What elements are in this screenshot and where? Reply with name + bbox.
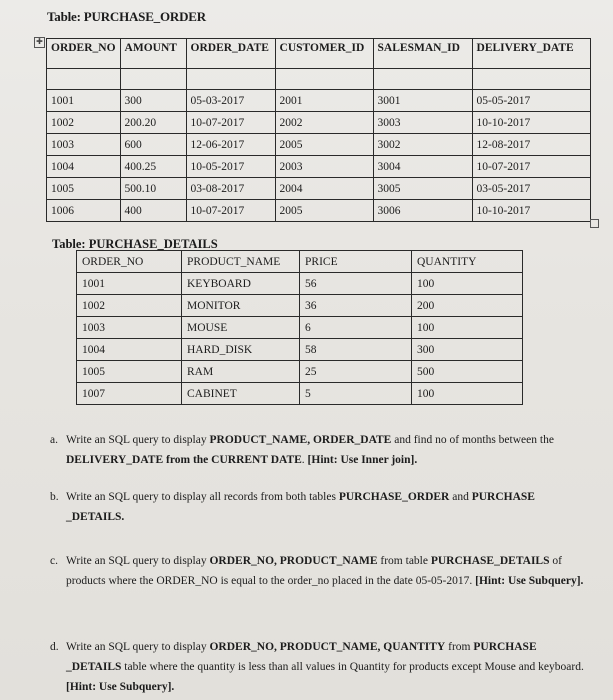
table-cell: 05-05-2017 — [472, 90, 590, 112]
table-row — [77, 383, 523, 405]
column-header: PRODUCT_NAME — [182, 251, 300, 273]
question-hint: [Hint: Use Subquery]. — [475, 575, 584, 587]
question-text-part: of products where the ORDER_NO is equal to the order_no placed in the date 05-05-2017. — [66, 555, 562, 587]
question-bold-part: PURCHASE_ORDER — [338, 491, 450, 503]
table-resize-handle-icon[interactable] — [590, 219, 599, 228]
table-cell: 05-03-2017 — [186, 90, 275, 112]
purchase-order-table — [46, 38, 591, 222]
table-row — [47, 112, 591, 134]
table-header-row — [77, 251, 523, 273]
column-header: SALESMAN_ID — [373, 39, 472, 69]
table-row — [77, 295, 523, 317]
table-cell: 10-10-2017 — [472, 112, 590, 134]
table-cell: HARD_DISK — [182, 339, 300, 361]
table-cell: 3004 — [373, 156, 472, 178]
table-cell: 2004 — [275, 178, 373, 200]
table-cell: MONITOR — [182, 295, 300, 317]
purchase-details-table-title: Table: PURCHASE_DETAILS — [52, 237, 218, 251]
table-cell: 500.10 — [120, 178, 186, 200]
table-cell: 1002 — [47, 112, 121, 134]
table-cell: 1007 — [77, 383, 182, 405]
question-bold-part: ORDER_NO, PRODUCT_NAME — [209, 555, 378, 567]
column-header: ORDER_NO — [77, 251, 182, 273]
question-label: d. — [50, 641, 59, 653]
table-row — [47, 90, 591, 112]
table-cell: 10-07-2017 — [472, 156, 590, 178]
table-row — [47, 178, 591, 200]
table-row — [47, 200, 591, 222]
table-cell: 100 — [412, 273, 523, 295]
question-text-part: and — [449, 491, 472, 503]
table-cell: 1001 — [77, 273, 182, 295]
question-bold-part: PURCHASE _DETAILS. — [66, 491, 535, 523]
question-hint: [Hint: Use Inner join]. — [307, 454, 418, 466]
table-cell: 2003 — [275, 156, 373, 178]
table-cell: 400.25 — [120, 156, 186, 178]
question-text-part: from table — [377, 555, 431, 567]
table-cell: 1003 — [47, 134, 121, 156]
table-cell: KEYBOARD — [182, 273, 300, 295]
spacer-row — [47, 69, 591, 90]
question-text — [66, 637, 586, 697]
table-cell: 10-07-2017 — [186, 112, 275, 134]
spacer-cell — [120, 69, 186, 90]
table-row — [47, 156, 591, 178]
table-cell: 3005 — [373, 178, 472, 200]
spacer-cell — [373, 69, 472, 90]
question-bold-part: PURCHASE _DETAILS — [66, 641, 537, 673]
table-cell: 500 — [412, 361, 523, 383]
table-cell: 1005 — [47, 178, 121, 200]
column-header: QUANTITY — [412, 251, 523, 273]
table-cell: 2005 — [275, 200, 373, 222]
table-cell: 10-05-2017 — [186, 156, 275, 178]
table-row — [77, 339, 523, 361]
table-cell: 25 — [300, 361, 412, 383]
question-text — [66, 487, 586, 527]
table-cell: 36 — [300, 295, 412, 317]
table-cell: 3006 — [373, 200, 472, 222]
question-bold-part: PURCHASE_DETAILS — [430, 555, 550, 567]
spacer-cell — [47, 69, 121, 90]
table-cell: 3002 — [373, 134, 472, 156]
table-cell: 12-06-2017 — [186, 134, 275, 156]
table-move-handle-icon[interactable]: ✚ — [34, 37, 45, 48]
table-cell: 10-10-2017 — [472, 200, 590, 222]
column-header: PRICE — [300, 251, 412, 273]
table-cell: 03-05-2017 — [472, 178, 590, 200]
column-header: AMOUNT — [120, 39, 186, 69]
spacer-cell — [186, 69, 275, 90]
table-row — [77, 273, 523, 295]
question-text-part: Write an SQL query to display — [66, 555, 210, 567]
column-header: ORDER_NO — [47, 39, 121, 69]
question-text-part: table where the quantity is less than all values in Quantity for products except Mouse and keyboard. — [121, 661, 584, 673]
question-text-part: . — [301, 454, 308, 466]
table-cell: 200 — [412, 295, 523, 317]
table-cell: 1004 — [47, 156, 121, 178]
table-cell: RAM — [182, 361, 300, 383]
table-cell: 1004 — [77, 339, 182, 361]
table-cell: MOUSE — [182, 317, 300, 339]
table-cell: 58 — [300, 339, 412, 361]
question-text — [66, 430, 586, 470]
question-label: b. — [50, 491, 59, 503]
question-text-part: Write an SQL query to display — [66, 434, 210, 446]
column-header: DELIVERY_DATE — [472, 39, 590, 69]
table-row — [77, 317, 523, 339]
table-cell: 1002 — [77, 295, 182, 317]
table-row — [77, 361, 523, 383]
question-text-part: and find no of months between the — [391, 434, 554, 446]
table-cell: 6 — [300, 317, 412, 339]
question-text — [66, 551, 586, 591]
column-header: CUSTOMER_ID — [275, 39, 373, 69]
question-bold-part: PRODUCT_NAME, ORDER_DATE — [209, 434, 392, 446]
table-header-row — [47, 39, 591, 69]
table-cell: 5 — [300, 383, 412, 405]
column-header: ORDER_DATE — [186, 39, 275, 69]
table-cell: 10-07-2017 — [186, 200, 275, 222]
table-cell: 1003 — [77, 317, 182, 339]
purchase-details-table — [76, 250, 523, 405]
question-text-part: from — [445, 641, 474, 653]
table-cell: 200.20 — [120, 112, 186, 134]
table-cell: 100 — [412, 317, 523, 339]
question-bold-part: DELIVERY_DATE from the CURRENT DATE — [66, 454, 302, 466]
table-cell: 2005 — [275, 134, 373, 156]
table-cell: 100 — [412, 383, 523, 405]
table-cell: CABINET — [182, 383, 300, 405]
table-cell: 600 — [120, 134, 186, 156]
table-cell: 400 — [120, 200, 186, 222]
table-row — [47, 134, 591, 156]
question-hint: [Hint: Use Subquery]. — [66, 681, 175, 693]
table-cell: 300 — [412, 339, 523, 361]
table-cell: 1006 — [47, 200, 121, 222]
spacer-cell — [275, 69, 373, 90]
question-label: c. — [50, 555, 58, 567]
table-cell: 300 — [120, 90, 186, 112]
question-text-part: Write an SQL query to display all records from both tables — [66, 491, 339, 503]
table-cell: 56 — [300, 273, 412, 295]
table-cell: 2002 — [275, 112, 373, 134]
table-cell: 2001 — [275, 90, 373, 112]
table-cell: 3001 — [373, 90, 472, 112]
table-cell: 1005 — [77, 361, 182, 383]
question-text-part: Write an SQL query to display — [66, 641, 210, 653]
table-cell: 3003 — [373, 112, 472, 134]
question-bold-part: ORDER_NO, PRODUCT_NAME, QUANTITY — [209, 641, 446, 653]
purchase-order-table-title: Table: PURCHASE_ORDER — [47, 9, 206, 24]
spacer-cell — [472, 69, 590, 90]
table-cell: 1001 — [47, 90, 121, 112]
question-label: a. — [50, 434, 58, 446]
table-cell: 03-08-2017 — [186, 178, 275, 200]
table-cell: 12-08-2017 — [472, 134, 590, 156]
